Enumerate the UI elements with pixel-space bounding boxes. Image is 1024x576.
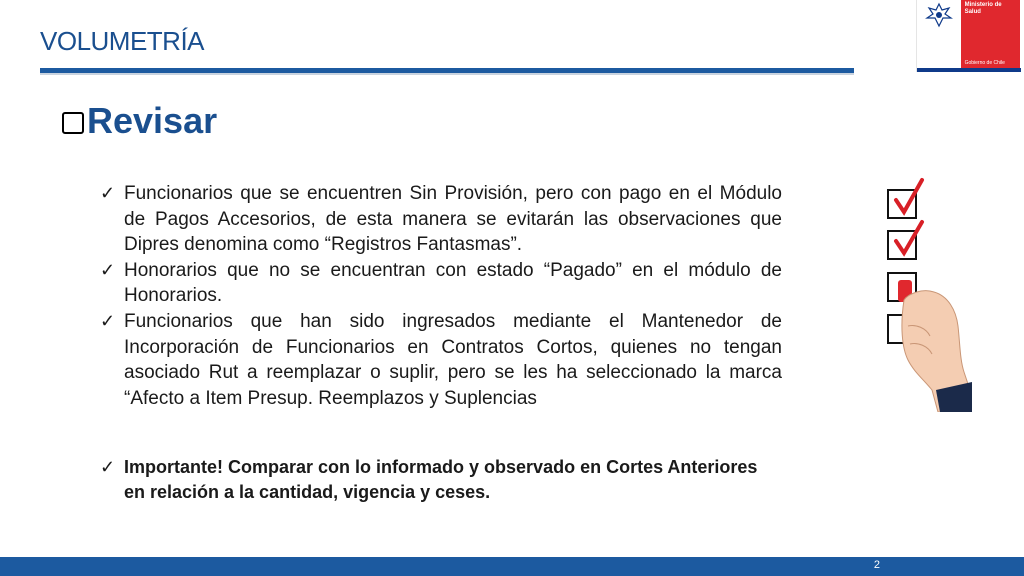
ministry-logo [916, 0, 1020, 72]
list-item [100, 181, 782, 258]
logo-name [965, 2, 1019, 16]
footer-bar [0, 557, 1024, 576]
check-icon: ✓ [100, 259, 116, 280]
section-heading-text: Revisar [87, 100, 218, 141]
review-list [100, 181, 782, 411]
logo-name-line1: Ministerio de [964, 2, 1002, 8]
list-item [100, 309, 782, 411]
coat-of-arms-icon [923, 2, 955, 28]
list-item [100, 258, 782, 309]
logo-crest-panel [916, 0, 961, 72]
square-bullet-icon [62, 112, 84, 134]
checklist-hand-illustration [878, 176, 972, 412]
logo-red-panel [961, 0, 1020, 72]
important-note-text: Importante! Comparar con lo informado y observado en Cortes Anteriores en relación a la cantidad, vigencia y ceses. [124, 457, 758, 502]
list-item-text: Funcionarios que se encuentren Sin Provisión, pero con pago en el Módulo de Pagos Accesorios, de esta manera se evitarán las observaciones que Dipres denomina como “Registros Fantasmas”. [124, 183, 782, 256]
page-number: 2 [873, 559, 880, 571]
title-underline-shadow [40, 73, 854, 75]
list-item-text: Honorarios que no se encuentran con estado “Pagado” en el módulo de Honorarios. [124, 259, 782, 307]
slide-title: VOLUMETRÍA [40, 26, 205, 56]
logo-blue-bar-left [917, 68, 961, 72]
section-heading [62, 100, 217, 142]
important-note [100, 455, 760, 505]
list-item-text: Funcionarios que han sido ingresados mediante el Mantenedor de Incorporación de Funcionarios en Contratos Cortos, quienes no tengan asociado Rut a reemplazar o suplir, pero se les ha seleccionado la marca “Afecto a Item Presup. Reemplazos y Suplencias [124, 310, 782, 409]
logo-government: Gobierno de Chile [964, 60, 1005, 66]
check-icon: ✓ [100, 457, 116, 477]
check-icon: ✓ [100, 183, 116, 203]
check-icon: ✓ [100, 310, 116, 331]
logo-name-line2: Salud [964, 9, 981, 15]
logo-blue-bar-right [961, 68, 1021, 72]
